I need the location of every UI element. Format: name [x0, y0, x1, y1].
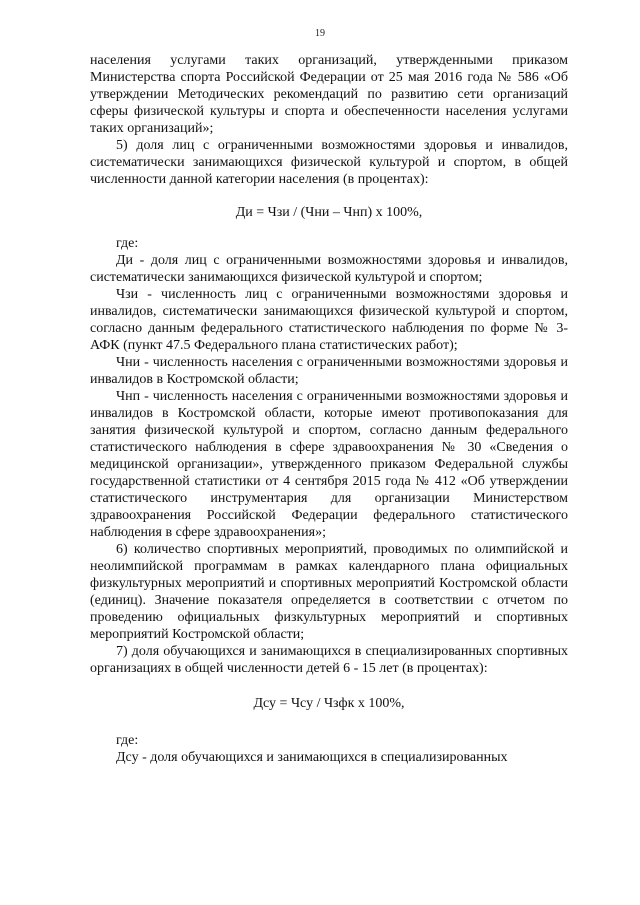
paragraph-item-7: 7) доля обучающихся и занимающихся в специализированных спортивных организациях в общей численности детей 6 - 15 лет (в процентах):: [90, 644, 568, 676]
formula-di: Ди = Чзи / (Чни – Чнп) х 100%,: [235, 205, 423, 220]
definition-di: Ди - доля лиц с ограниченными возможностями здоровья и инвалидов, систематически занимающихся физической культурой и спортом;: [90, 253, 568, 285]
paragraph-item-6: 6) количество спортивных мероприятий, проводимых по олимпийской и неолимпийской программам в рамках календарного плана официальных физкультурных мероприятий и спортивных мероприятий Костромской области (единиц). Значение показателя определяется в соответствии с отчетом по проведению официальных физкультурных мероприятий и спортивных мероприятий Костромской области;: [90, 542, 568, 642]
page-number: 19: [315, 28, 325, 39]
definition-dsu: Дсу - доля обучающихся и занимающихся в специализированных: [116, 750, 508, 765]
definition-chnp: Чнп - численность населения с ограниченными возможностями здоровья и инвалидов в Костромской области, которые имеют противопоказания для занятия физической культурой и спортом, согласно данным федерального статистического наблюдения в сфере здравоохранения № 30 «Сведения о медицинской организации», утвержденного приказом Федеральной службы государственной статистики от 4 сентября 2015 года № 412 «Об утверждении статистического инструментария для организации Министерством здравоохранения Российской Федерации федерального статистического наблюдения в сфере здравоохранения»;: [90, 389, 568, 540]
definition-chni: Чни - численность населения с ограниченными возможностями здоровья и инвалидов в Костромской области;: [90, 355, 568, 387]
definition-chzi: Чзи - численность лиц с ограниченными возможностями здоровья и инвалидов, систематически занимающихся физической культурой и спортом, согласно данным федерального статистического наблюдения по форме № 3-АФК (пункт 47.5 Федерального плана статистических работ);: [90, 287, 568, 353]
formula-dsu: Дсу = Чсу / Чзфк х 100%,: [253, 696, 405, 711]
where-label: где:: [116, 236, 139, 251]
paragraph-item-5: 5) доля лиц с ограниченными возможностями здоровья и инвалидов, систематически занимающихся физической культурой и спортом, в общей численности данной категории населения (в процентах):: [90, 138, 568, 187]
document-body: [90, 52, 568, 766]
paragraph-continuation: населения услугами таких организаций, утвержденными приказом Министерства спорта Российской Федерации от 25 мая 2016 года № 586 «Об утверждении Методических рекомендаций по развитию сети организаций сферы физической культуры и спорта и обеспеченности населения услугами таких организаций»;: [90, 53, 568, 136]
where-label-2: где:: [116, 733, 139, 748]
